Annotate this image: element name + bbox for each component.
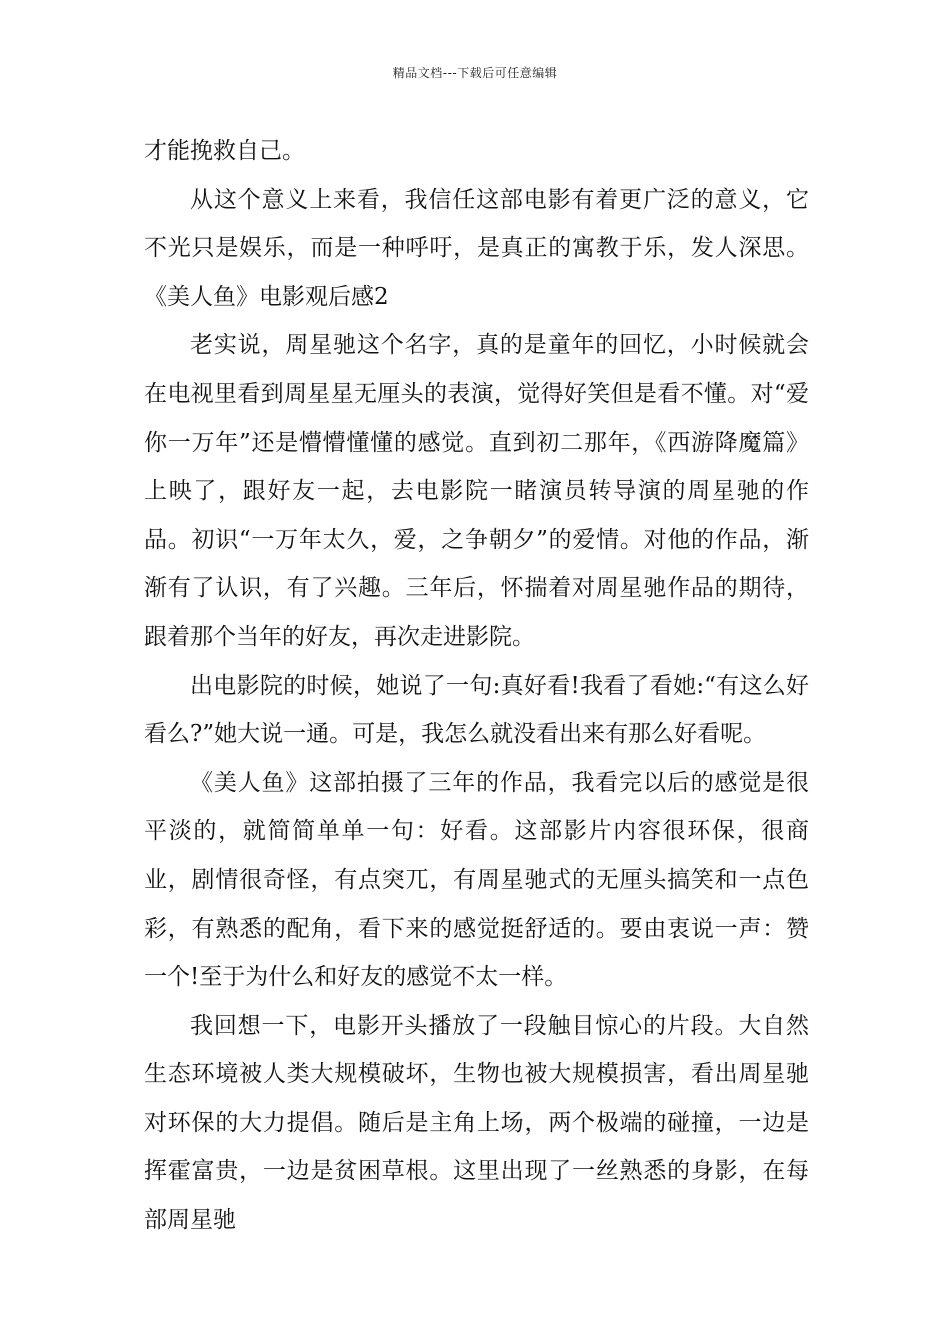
paragraph: 从这个意义上来看，我信任这部电影有着更广泛的意义，它不光只是娱乐，而是一种呼吁，是真正的寓教于乐，发人深思。《美人鱼》电影观后感2 (144, 186, 809, 310)
paragraph: 才能挽救自己。 (144, 138, 305, 164)
paragraph: 出电影院的时候，她说了一句:真好看!我看了看她:“有这么好看么?”她大说一通。可是，我怎么就没看出来有那么好看呢。 (144, 672, 809, 748)
paragraph: 我回想一下，电影开头播放了一段触目惊心的片段。大自然生态环境被人类大规模破坏，生物也被大规模损害，看出周星驰对环保的大力提倡。随后是主角上场，两个极端的碰撞，一边是挥霍富贵，一边是贫困草根。这里出现了一丝熟悉的身影，在每部周星驰 (144, 1012, 809, 1234)
page-header: 精品文档---下载后可任意编辑 (392, 66, 558, 80)
paragraph: 老实说，周星驰这个名字，真的是童年的回忆，小时候就会在电视里看到周星星无厘头的表演，觉得好笑但是看不懂。对“爱你一万年”还是懵懵懂懂的感觉。直到初二那年，《西游降魔篇》上映了，跟好友一起，去电影院一睹演员转导演的周星驰的作品。初识“一万年太久，爱，之争朝夕”的爱情。对他的作品，渐渐有了认识，有了兴趣。三年后，怀揣着对周星驰作品的期待，跟着那个当年的好友，再次走进影院。 (144, 332, 809, 650)
paragraph: 《美人鱼》这部拍摄了三年的作品，我看完以后的感觉是很平淡的，就简简单单一句：好看。这部影片内容很环保，很商业，剧情很奇怪，有点突兀，有周星驰式的无厘头搞笑和一点色彩，有熟悉的配角，看下来的感觉挺舒适的。要由衷说一声：赞一个!至于为什么和好友的感觉不太一样。 (144, 769, 809, 991)
document-body (144, 127, 809, 1245)
